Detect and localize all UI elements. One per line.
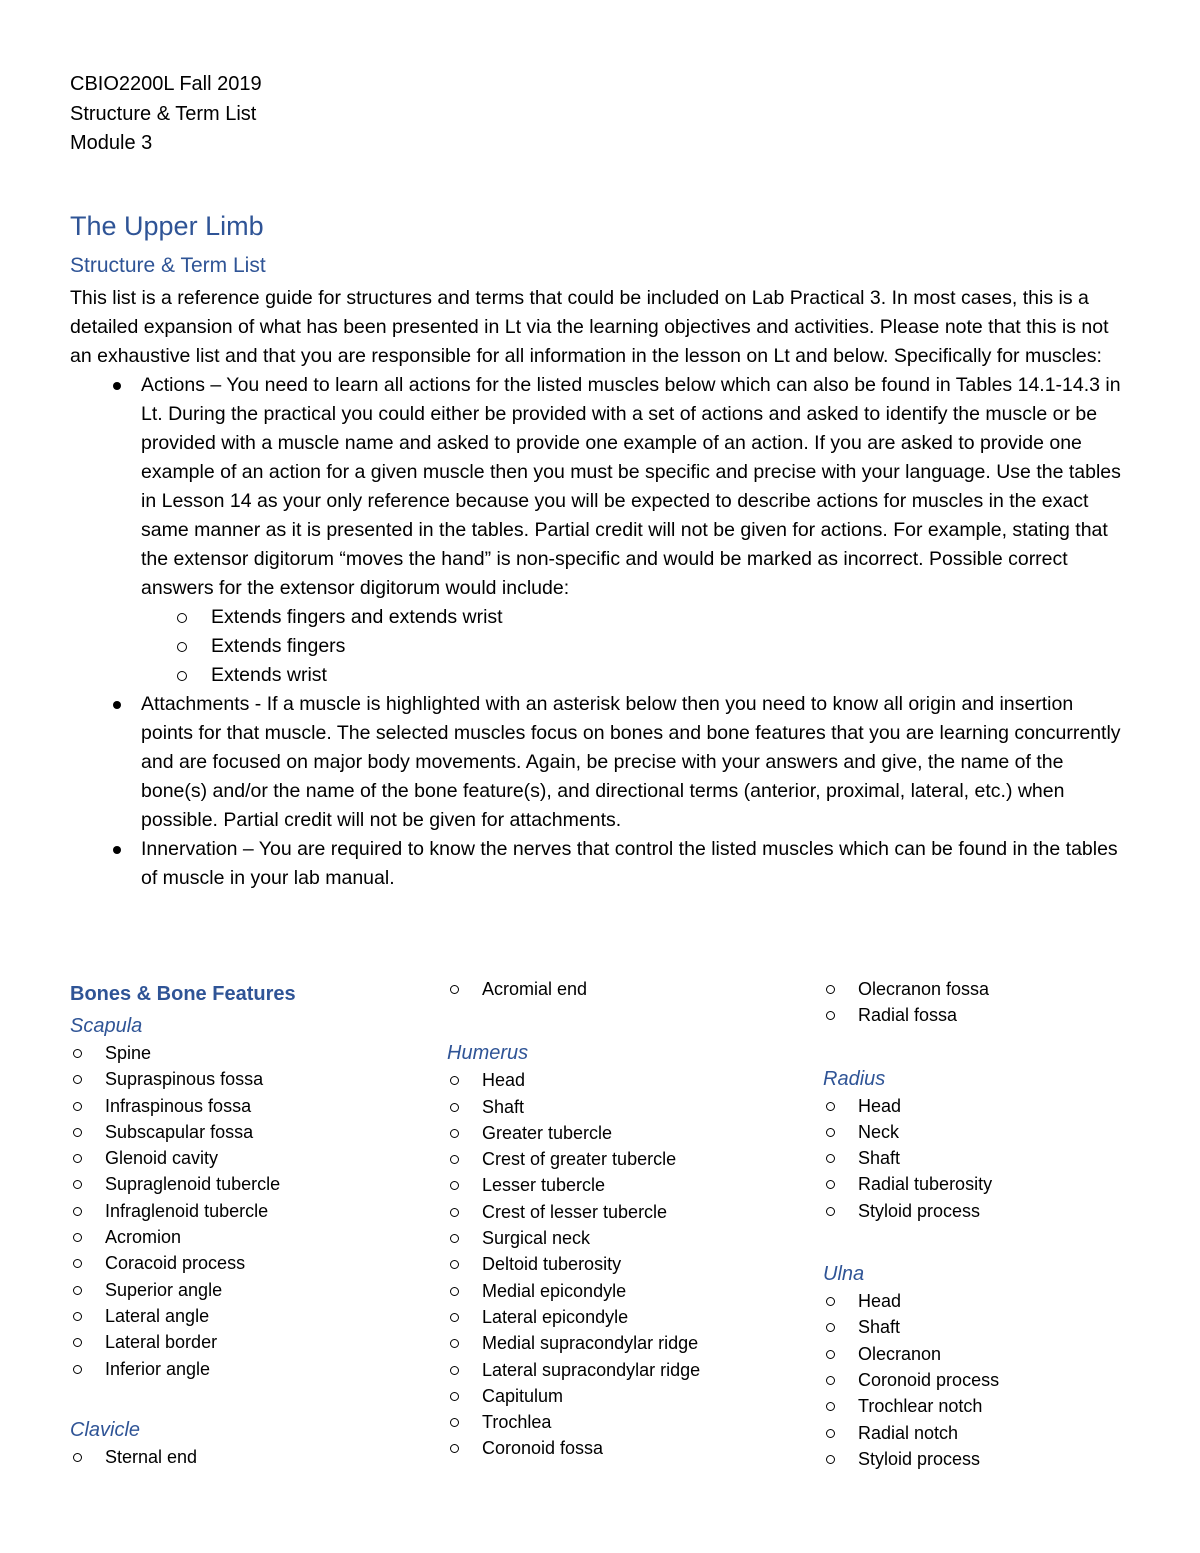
- circle-bullet-icon: [826, 1154, 835, 1163]
- document-name: Structure & Term List: [70, 102, 257, 125]
- bullet-icon: [113, 701, 121, 709]
- list-item: Styloid process: [823, 1446, 1183, 1472]
- circle-bullet-icon: [826, 1011, 835, 1020]
- humerus-list: [447, 1067, 807, 1461]
- circle-bullet-icon: [450, 1287, 459, 1296]
- list-item: Coracoid process: [70, 1250, 430, 1276]
- circle-bullet-icon: [450, 1155, 459, 1164]
- list-item: Lateral angle: [70, 1303, 430, 1329]
- circle-bullet-icon: [73, 1286, 82, 1295]
- circle-bullet-icon: [450, 1444, 459, 1453]
- list-item: Neck: [823, 1119, 1183, 1145]
- example-answers: [141, 603, 1130, 690]
- list-item: Olecranon fossa: [823, 976, 1183, 1002]
- circle-bullet-icon: [73, 1075, 82, 1084]
- circle-bullet-icon: [450, 1129, 459, 1138]
- page-title: The Upper Limb: [70, 211, 264, 241]
- circle-bullet-icon: [450, 985, 459, 994]
- list-item: Acromion: [70, 1224, 430, 1250]
- list-item: Supraglenoid tubercle: [70, 1171, 430, 1197]
- circle-bullet-icon: [826, 1102, 835, 1111]
- scapula-list: [70, 1040, 430, 1382]
- circle-bullet-icon: [450, 1103, 459, 1112]
- circle-bullet-icon: [826, 985, 835, 994]
- clavicle-list-continued: [447, 976, 807, 1002]
- circle-bullet-icon: [450, 1418, 459, 1427]
- list-item: Styloid process: [823, 1198, 1183, 1224]
- list-item: Medial epicondyle: [447, 1278, 807, 1304]
- list-item: Crest of greater tubercle: [447, 1146, 807, 1172]
- list-item: Radial fossa: [823, 1002, 1183, 1028]
- group-title-clavicle: Clavicle: [70, 1418, 141, 1441]
- group-title-humerus: Humerus: [447, 1042, 529, 1065]
- intro-paragraph: This list is a reference guide for structures and terms that could be included on Lab Practical 3. In most cases, this is a detailed expansion of what has been presented in Lt via the learning objectives and activities. Please note that this is not an exhaustive list and that you are responsible for all information in the lesson on Lt and below. Specifically for muscles:: [70, 287, 1109, 367]
- bones-column-3: [823, 976, 1183, 1472]
- list-item: Olecranon: [823, 1341, 1183, 1367]
- module-label: Module 3: [70, 132, 153, 154]
- circle-bullet-icon: [450, 1208, 459, 1217]
- circle-bullet-icon: [450, 1392, 459, 1401]
- circle-bullet-icon: [450, 1313, 459, 1322]
- list-item: Surgical neck: [447, 1225, 807, 1251]
- list-item: Supraspinous fossa: [70, 1066, 430, 1092]
- circle-bullet-icon: [826, 1402, 835, 1411]
- group-title-ulna: Ulna: [823, 1263, 865, 1286]
- list-item: Medial supracondylar ridge: [447, 1330, 807, 1356]
- list-item: Capitulum: [447, 1383, 807, 1409]
- instruction-item-innervation: [70, 835, 1130, 893]
- circle-bullet-icon: [450, 1339, 459, 1348]
- list-item: Coronoid process: [823, 1367, 1183, 1393]
- list-item: Infraspinous fossa: [70, 1093, 430, 1119]
- page-subtitle: Structure & Term List: [70, 254, 266, 277]
- list-item: Trochlear notch: [823, 1393, 1183, 1419]
- circle-bullet-icon: [73, 1180, 82, 1189]
- document-header: [70, 70, 262, 159]
- list-item: Shaft: [447, 1094, 807, 1120]
- circle-bullet-icon: [826, 1350, 835, 1359]
- circle-bullet-icon: [73, 1259, 82, 1268]
- list-item: Trochlea: [447, 1409, 807, 1435]
- group-title-scapula: Scapula: [70, 1015, 143, 1037]
- list-item: Lateral supracondylar ridge: [447, 1357, 807, 1383]
- circle-bullet-icon: [450, 1260, 459, 1269]
- list-item: Shaft: [823, 1145, 1183, 1171]
- circle-bullet-icon: [177, 642, 187, 652]
- radius-list: [823, 1093, 1183, 1224]
- circle-bullet-icon: [73, 1207, 82, 1216]
- list-item: Glenoid cavity: [70, 1145, 430, 1171]
- circle-bullet-icon: [826, 1128, 835, 1137]
- circle-bullet-icon: [826, 1180, 835, 1189]
- circle-bullet-icon: [450, 1234, 459, 1243]
- instruction-item-actions: [70, 371, 1130, 690]
- circle-bullet-icon: [73, 1338, 82, 1347]
- list-item: Acromial end: [447, 976, 807, 1002]
- list-item: Greater tubercle: [447, 1120, 807, 1146]
- list-item: Head: [447, 1067, 807, 1093]
- list-item: Lateral epicondyle: [447, 1304, 807, 1330]
- instruction-text: Actions – You need to learn all actions for the listed muscles below which can also be found in Tables 14.1-14.3 in Lt. During the practical you could either be provided with a set of actions and asked to identify the muscle or be provided with a muscle name and asked to provide one example of an action. If you are asked to provide one example of an action for a given muscle then you must be specific and precise with your language. Use the tables in Lesson 14 as your only reference because you will be expected to describe actions for muscles in the exact same manner as it is presented in the tables. Partial credit will not be given for actions. For example, stating that the extensor digitorum “moves the hand” is non-specific and would be marked as incorrect. Possible correct answers for the extensor digitorum would include:: [141, 374, 1121, 599]
- list-item: Spine: [70, 1040, 430, 1066]
- list-item: Inferior angle: [70, 1356, 430, 1382]
- list-item: Radial notch: [823, 1420, 1183, 1446]
- circle-bullet-icon: [73, 1128, 82, 1137]
- list-item: Head: [823, 1093, 1183, 1119]
- bones-column-1: [70, 976, 430, 1470]
- bullet-icon: [113, 382, 121, 390]
- circle-bullet-icon: [73, 1365, 82, 1374]
- list-item: Lateral border: [70, 1329, 430, 1355]
- list-item: Shaft: [823, 1314, 1183, 1340]
- group-title-radius: Radius: [823, 1067, 886, 1090]
- circle-bullet-icon: [73, 1233, 82, 1242]
- clavicle-list: [70, 1444, 430, 1470]
- circle-bullet-icon: [450, 1076, 459, 1085]
- list-item: Crest of lesser tubercle: [447, 1199, 807, 1225]
- list-item: Coronoid fossa: [447, 1435, 807, 1461]
- circle-bullet-icon: [450, 1366, 459, 1375]
- ulna-list: [823, 1288, 1183, 1472]
- list-item: Superior angle: [70, 1277, 430, 1303]
- list-item: Head: [823, 1288, 1183, 1314]
- list-item: Sternal end: [70, 1444, 430, 1470]
- list-item: Subscapular fossa: [70, 1119, 430, 1145]
- bones-heading: Bones & Bone Features: [70, 983, 296, 1005]
- circle-bullet-icon: [826, 1455, 835, 1464]
- example-answer: Extends fingers and extends wrist: [141, 603, 1130, 632]
- course-code: CBIO2200L Fall 2019: [70, 73, 262, 95]
- example-answer: Extends wrist: [141, 661, 1130, 690]
- circle-bullet-icon: [826, 1297, 835, 1306]
- example-answer: Extends fingers: [141, 632, 1130, 661]
- circle-bullet-icon: [73, 1154, 82, 1163]
- humerus-list-continued: [823, 976, 1183, 1029]
- circle-bullet-icon: [177, 613, 187, 623]
- intro-section: [70, 284, 1130, 893]
- instruction-list: [70, 371, 1130, 893]
- circle-bullet-icon: [826, 1376, 835, 1385]
- circle-bullet-icon: [73, 1453, 82, 1462]
- bones-column-2: [447, 976, 807, 1462]
- bullet-icon: [113, 846, 121, 854]
- circle-bullet-icon: [826, 1207, 835, 1216]
- instruction-text: Attachments - If a muscle is highlighted with an asterisk below then you need to know all origin and insertion points for that muscle. The selected muscles focus on bones and bone features that you are learning concurrently and are focused on major body movements. Again, be precise with your answers and give, the name of the bone(s) and/or the name of the bone feature(s), and directional terms (anterior, proximal, lateral, etc.) when possible. Partial credit will not be given for attachments.: [141, 693, 1121, 831]
- circle-bullet-icon: [177, 671, 187, 681]
- circle-bullet-icon: [826, 1429, 835, 1438]
- circle-bullet-icon: [73, 1312, 82, 1321]
- circle-bullet-icon: [73, 1102, 82, 1111]
- list-item: Deltoid tuberosity: [447, 1251, 807, 1277]
- list-item: Radial tuberosity: [823, 1171, 1183, 1197]
- circle-bullet-icon: [73, 1049, 82, 1058]
- circle-bullet-icon: [826, 1323, 835, 1332]
- list-item: Infraglenoid tubercle: [70, 1198, 430, 1224]
- circle-bullet-icon: [450, 1181, 459, 1190]
- instruction-item-attachments: [70, 690, 1130, 835]
- instruction-text: Innervation – You are required to know the nerves that control the listed muscles which can be found in the tables of muscle in your lab manual.: [141, 838, 1118, 889]
- list-item: Lesser tubercle: [447, 1172, 807, 1198]
